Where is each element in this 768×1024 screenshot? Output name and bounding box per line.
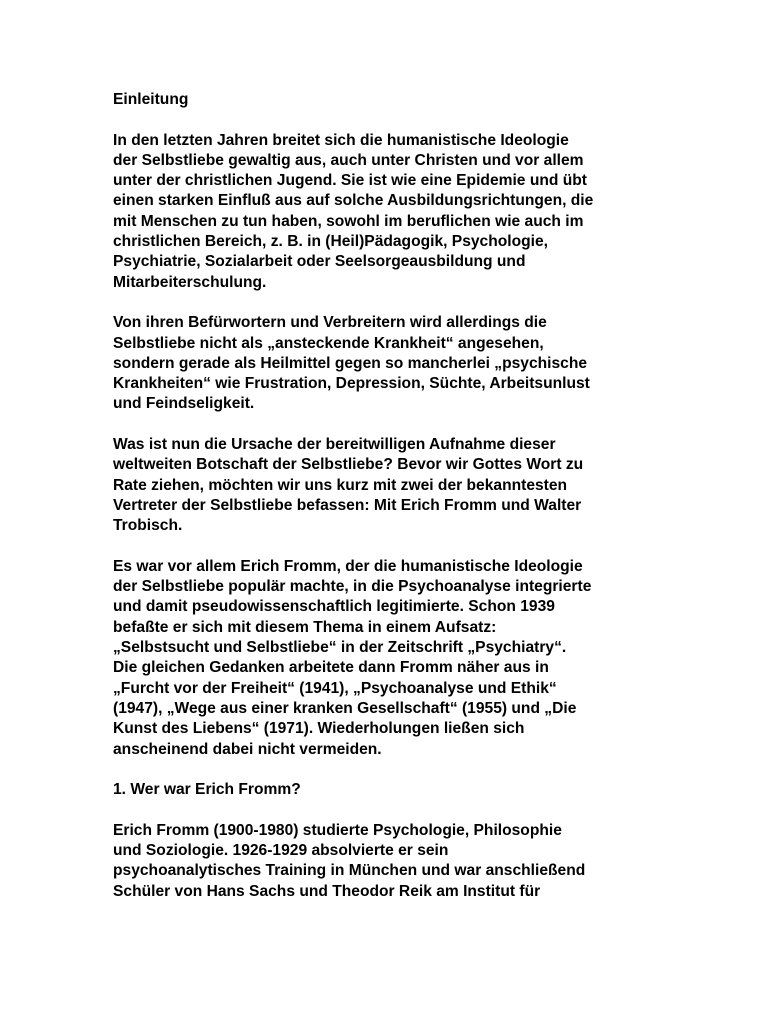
- document-page: [113, 90, 661, 922]
- paragraph-4: [113, 557, 661, 760]
- text-line: anscheinend dabei nicht vermeiden.: [113, 740, 382, 758]
- text-line: (1947), „Wege aus einer kranken Gesellschaft“ (1955) und „Die: [113, 699, 577, 717]
- text-line: Die gleichen Gedanken arbeitete dann Fromm näher aus in: [113, 659, 549, 677]
- text-line: der Selbstliebe populär machte, in die Psychoanalyse integrierte: [113, 578, 592, 596]
- text-line: In den letzten Jahren breitet sich die humanistische Ideologie: [113, 131, 569, 149]
- text-line: Erich Fromm (1900-1980) studierte Psychologie, Philosophie: [113, 821, 562, 839]
- section-heading: [113, 780, 661, 800]
- paragraph-2: [113, 313, 661, 414]
- text-line: Vertreter der Selbstliebe befassen: Mit Erich Fromm und Walter: [113, 496, 582, 514]
- text-line: mit Menschen zu tun haben, sowohl im beruflichen wie auch im: [113, 212, 584, 230]
- document-title: [113, 90, 661, 110]
- text-line: der Selbstliebe gewaltig aus, auch unter Christen und vor allem: [113, 151, 584, 169]
- section-heading-text: 1. Wer war Erich Fromm?: [113, 781, 301, 799]
- text-line: Schüler von Hans Sachs und Theodor Reik am Institut für: [113, 882, 541, 900]
- text-line: und Soziologie. 1926-1929 absolvierte er sein: [113, 841, 449, 859]
- paragraph-1: [113, 131, 661, 293]
- text-line: einen starken Einfluß aus auf solche Ausbildungsrichtungen, die: [113, 192, 594, 210]
- text-line: psychoanalytisches Training in München und war anschließend: [113, 862, 586, 880]
- text-line: und Feindseligkeit.: [113, 395, 255, 413]
- text-line: Es war vor allem Erich Fromm, der die humanistische Ideologie: [113, 557, 583, 575]
- text-line: unter der christlichen Jugend. Sie ist wie eine Epidemie und übt: [113, 172, 587, 190]
- text-line: Trobisch.: [113, 517, 183, 535]
- text-line: „Furcht vor der Freiheit“ (1941), „Psychoanalyse und Ethik“: [113, 679, 557, 697]
- title-text: Einleitung: [113, 91, 189, 108]
- paragraph-3: [113, 435, 661, 536]
- text-line: Was ist nun die Ursache der bereitwilligen Aufnahme dieser: [113, 436, 556, 454]
- text-line: „Selbstsucht und Selbstliebe“ in der Zeitschrift „Psychiatry“.: [113, 639, 567, 657]
- text-line: sondern gerade als Heilmittel gegen so mancherlei „psychische: [113, 354, 588, 372]
- text-line: Von ihren Befürwortern und Verbreitern wird allerdings die: [113, 314, 547, 332]
- text-line: Selbstliebe nicht als „ansteckende Krankheit“ angesehen,: [113, 334, 544, 352]
- text-line: Mitarbeiterschulung.: [113, 273, 267, 291]
- text-line: christlichen Bereich, z. B. in (Heil)Pädagogik, Psychologie,: [113, 233, 548, 251]
- text-line: und damit pseudowissenschaftlich legitimierte. Schon 1939: [113, 598, 555, 616]
- text-line: Krankheiten“ wie Frustration, Depression, Süchte, Arbeitsunlust: [113, 375, 590, 393]
- text-line: Rate ziehen, möchten wir uns kurz mit zwei der bekanntesten: [113, 476, 568, 494]
- text-line: Psychiatrie, Sozialarbeit oder Seelsorgeausbildung und: [113, 253, 526, 271]
- paragraph-5: [113, 821, 661, 902]
- text-line: befaßte er sich mit diesem Thema in einem Aufsatz:: [113, 618, 497, 636]
- text-line: weltweiten Botschaft der Selbstliebe? Bevor wir Gottes Wort zu: [113, 456, 584, 474]
- text-line: Kunst des Liebens“ (1971). Wiederholungen ließen sich: [113, 720, 525, 738]
